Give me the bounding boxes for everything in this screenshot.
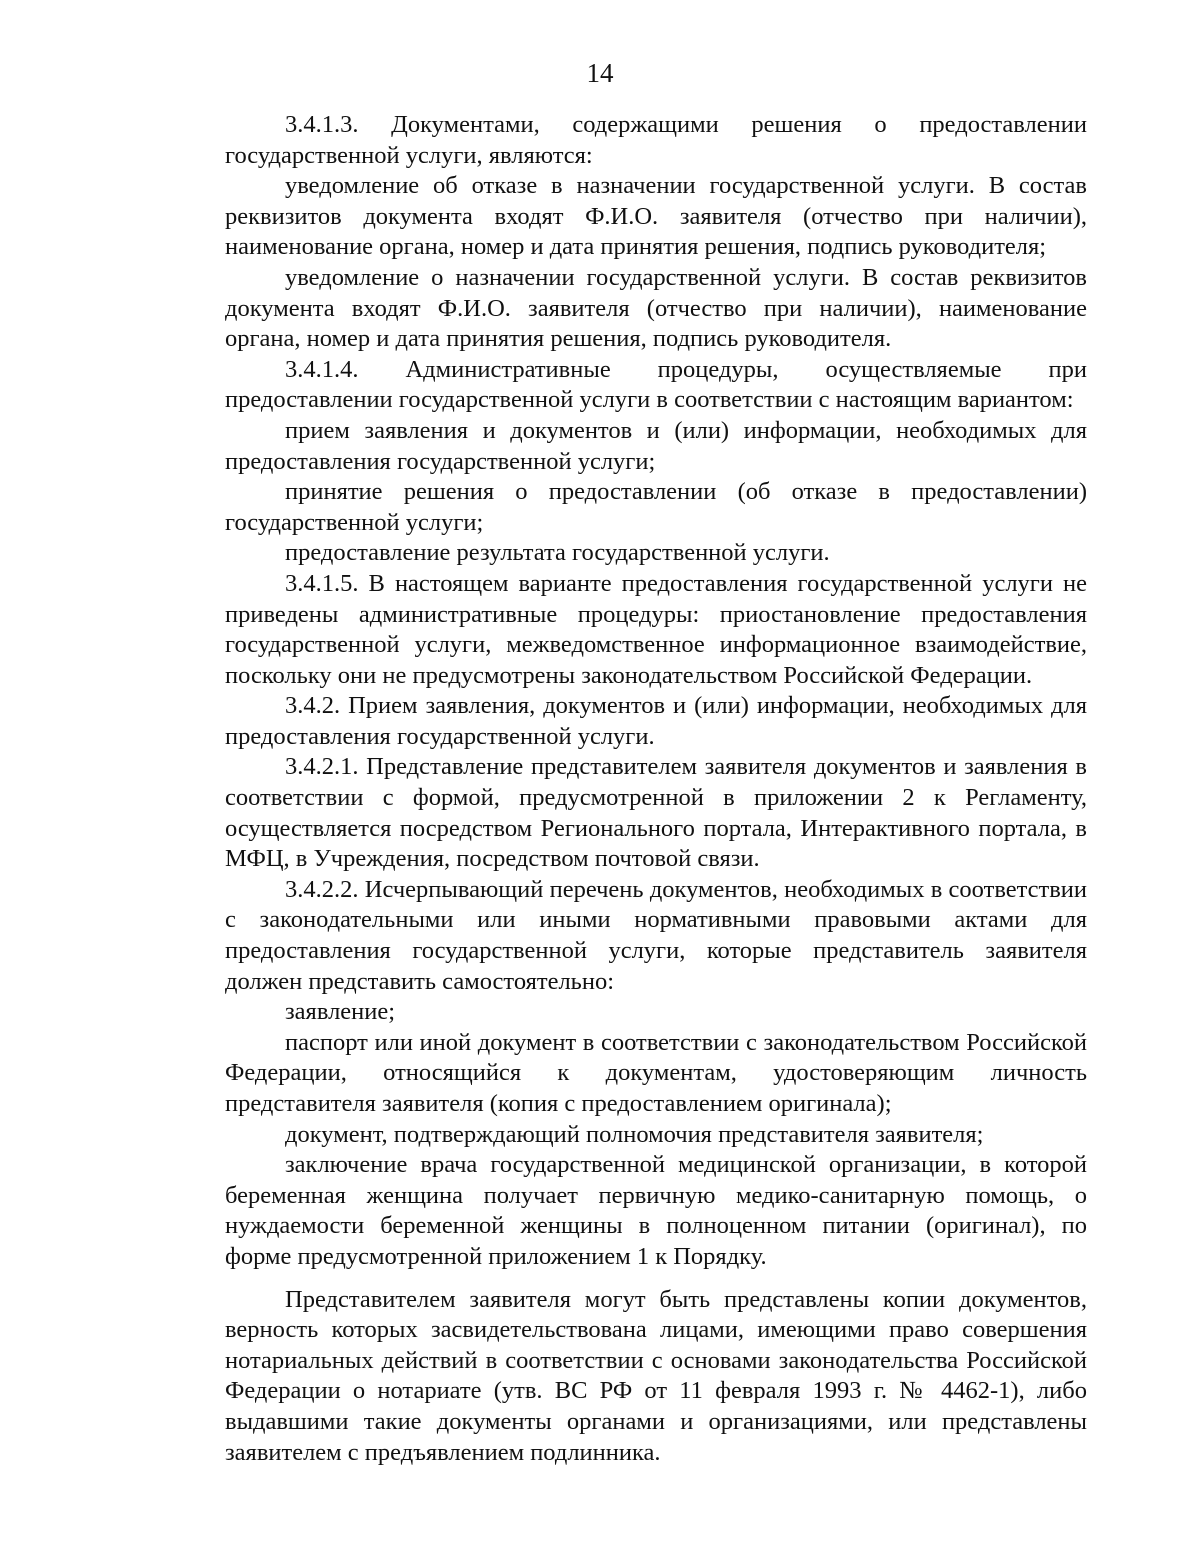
list-item-passport: паспорт или иной документ в соответствии с законодательством Российской Федерации, относящийся к документам, удостоверяющим личность представителя заявителя (копия с предоставлением оригинала); [225,1028,1087,1117]
paragraph-3-4-1-4: 3.4.1.4. Административные процедуры, осуществляемые при предоставлении государственной услуги в соответствии с настоящим вариантом: [225,355,1087,414]
paragraph-procedure-decision: принятие решения о предоставлении (об отказе в предоставлении) государственной услуги; [225,478,1087,536]
list-item-application: заявление; [285,998,396,1026]
paragraph-3-4-2-1: 3.4.2.1. Представление представителем заявителя документов и заявления в соответствии с формой, предусмотренной в приложении 2 к Регламенту, осуществляется посредством Регионального портала, Интерактивного портала, в МФЦ, в Учреждения, посредством почтовой связи. [225,753,1087,873]
paragraph-3-4-1-3: 3.4.1.3. Документами, содержащими решения о предоставлении государственной услуги, являются: [225,111,1087,169]
paragraph-3-4-2-2: 3.4.2.2. Исчерпывающий перечень документов, необходимых в соответствии с законодательными или иными нормативными правовыми актами для предоставления государственной услуги, которые представитель заявителя должен представить самостоятельно: [225,875,1087,995]
paragraph-document-copies: Представителем заявителя могут быть представлены копии документов, верность которых засвидетельствована лицами, имеющими право совершения нотариальных действий в соответствии с основами законодательства Российской Федерации о нотариате (утв. ВС РФ от 11 февраля 1993 г. № 4462-1), либо выдавшими такие документы органами и организациями, или представлены заявителем с предъявлением подлинника. [225,1285,1087,1466]
list-item-doctor-conclusion: заключение врача государственной медицинской организации, в которой беременная женщина получает первичную медико-санитарную помощь, о нуждаемости беременной женщины в полноценном питании (оригинал), по форме предусмотренной приложением 1 к Порядку. [225,1151,1087,1270]
paragraph-refusal-notice: уведомление об отказе в назначении государственной услуги. В состав реквизитов документа входят Ф.И.О. заявителя (отчество при наличии), наименование органа, номер и дата принятия решения, подпись руководителя; [225,172,1087,261]
paragraph-3-4-2: 3.4.2. Прием заявления, документов и (или) информации, необходимых для предоставления государственной услуги. [225,692,1087,750]
paragraph-procedure-reception: прием заявления и документов и (или) информации, необходимых для предоставления государственной услуги; [225,416,1087,475]
paragraph-procedure-result: предоставление результата государственной услуги. [285,539,830,567]
paragraph-3-4-1-5: 3.4.1.5. В настоящем варианте предоставления государственной услуги не приведены административные процедуры: приостановление предоставления государственной услуги, межведомственное информационное взаимодействие, поскольку они не предусмотрены законодательством Российской Федерации. [225,569,1087,689]
paragraph-assignment-notice: уведомление о назначении государственной услуги. В состав реквизитов документа входят Ф.И.О. заявителя (отчество при наличии), наименование органа, номер и дата принятия решения, подпись руководителя. [225,263,1087,353]
document-body [225,110,1087,1468]
list-item-authority-document: документ, подтверждающий полномочия представителя заявителя; [285,1120,984,1148]
page-number: 14 [586,58,614,88]
